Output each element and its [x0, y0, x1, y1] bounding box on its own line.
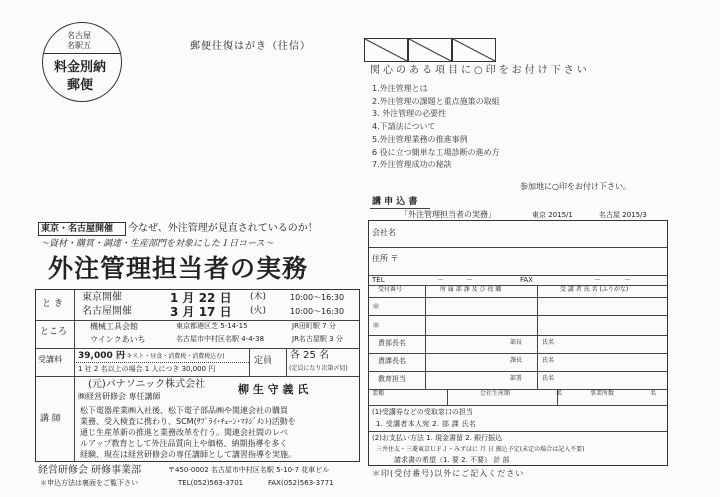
role-title: 部署 [510, 375, 523, 382]
misc-output: 会社生産額 [480, 390, 511, 397]
bio-line: 経験、現在は経営研修会の専任講師として講習指導を実施。 [80, 450, 296, 459]
interest-item: 1.外注管理とは [372, 84, 428, 93]
place-address: 東京都港区芝 5-14-15 [176, 322, 248, 330]
tel-label: TEL [372, 276, 385, 284]
banner-tag: 東京・名古屋開催 [38, 222, 126, 236]
role-name-label: 氏名 [542, 357, 555, 364]
lecturer-company: (元)パナソニック株式会社 [88, 379, 206, 390]
star-2: ＊ [372, 321, 380, 330]
role-name-label: 氏名 [542, 375, 555, 382]
form-title: 講 申 込 書 [372, 197, 418, 207]
col-dept: 所 属 部 課 及 び 役 職 [440, 286, 502, 293]
interest-item: 7.外注管理成功の秘訣 [372, 160, 452, 170]
fee-discount: 1 社 2 名以上の場合 1 人につき 30,000 円 [78, 365, 216, 373]
lecturer-org: ㈱経営研修会 専任講師 [78, 392, 161, 401]
q2: (2)お支払い方法 1. 現金書留 2. 銀行振込 [372, 434, 503, 442]
bio-line: 松下電器産業㈱入社後、松下電子部品㈱や関連会社の購買 [80, 406, 288, 415]
bio-line: 業務、受入検査に携わり、SCM(ｻﾌﾟﾗｲ･ﾁｪｰﾝ･ﾏﾈｼﾞﾒﾝﾄ)活動を [80, 417, 296, 426]
star-1: ＊ [372, 302, 380, 311]
lecturer-name: 柳 生 守 義 氏 [238, 383, 309, 396]
role-title: 部長 [510, 339, 523, 346]
postcard-label: 郵便往復はがき（往信） [190, 41, 311, 52]
bio-line: 通じ生産革新の推進と業務改革を行う。関連会社間のレベ [80, 428, 288, 437]
form-tokyo: 東京 2015/1 [532, 211, 573, 219]
postmark-fee: 料金別納 [54, 60, 107, 75]
stamp-box-2 [408, 38, 452, 62]
fee-price: 39,000 円 [78, 351, 125, 361]
tel-dash-1: － [437, 276, 444, 284]
postmark-stamp [42, 22, 122, 102]
interest-item: 4.下請法について [372, 122, 436, 132]
venue-note: 参加地に○印をお付け下さい。 [520, 182, 631, 191]
q1: (1)受講券などの受取窓口の担当 [372, 408, 473, 416]
capacity-value: 各 25 名 [290, 350, 330, 361]
postmark-office: 名古屋 [67, 31, 91, 40]
footer-org: 経営研修会 研修事業部 [38, 465, 142, 476]
banner-text: 今なぜ、外注管理が見直されているのか！ [128, 223, 318, 234]
footer-note: ＊申込方法は裏面をご覧下さい [40, 479, 138, 487]
stamp-box-1 [364, 38, 408, 62]
schedule-day: (火) [250, 306, 267, 316]
place-name: 機械工具会館 [90, 322, 138, 331]
form-nagoya: 名古屋 2015/3 [599, 211, 647, 219]
col-receipt: 受付番号 [378, 286, 403, 293]
q2-line: 三井住友・三菱東京ＵＦＪ・みずほに 月 日 振込予定(未定の場合は記入不要) [376, 446, 585, 453]
footer-address: 〒450-0002 名古屋市中村区名駅 5-10-7 花車ビル [168, 466, 330, 474]
tel-dash-2: － [466, 276, 473, 284]
interest-item: 5.外注管理業務の推進事例 [372, 134, 468, 144]
schedule-city: 名古屋開催 [82, 306, 132, 317]
postmark-office-sub: 名駅五 [67, 41, 91, 50]
misc-unit-1: 名 [556, 390, 563, 397]
role-label: 責部長名 [378, 339, 406, 347]
capacity-label: 定員 [254, 356, 273, 366]
fee-label: 受講料 [38, 355, 62, 364]
main-title: 外注管理担当者の実務 [48, 254, 309, 283]
interest-item: 6 役に立つ簡単な工場診断の進め方 [372, 147, 500, 157]
misc-unit-2: 名 [650, 390, 657, 397]
place-access: JR田町駅 7 分 [292, 322, 336, 330]
form-course: 「外注管理担当者の実務」 [400, 210, 496, 219]
interest-item: 3. 外注管理の必要性 [372, 109, 447, 119]
capacity-note: (定員になり次第〆切) [289, 365, 348, 372]
bio-line: ルアップ教育として外注品質向上や価格、納期指導を多く [80, 439, 288, 448]
address-label: 住所 〒 [372, 254, 399, 263]
stamp-box-3 [452, 38, 496, 62]
footer-fax: FAX(052)563-3771 [268, 479, 334, 487]
lecturer-label: 講 師 [40, 414, 61, 424]
role-label: 教育担当 [378, 375, 406, 383]
place-access: JR名古屋駅 3 分 [292, 335, 343, 343]
schedule-city: 東京開催 [82, 292, 122, 303]
banner-subtitle: ～資材・購買・調達・生産部門を対象にした１日コース～ [40, 239, 274, 249]
interest-title: 関心のある項目に○印をお付け下さい [370, 65, 590, 76]
schedule-date: 1 月 22 日 [170, 291, 232, 305]
place-label: ところ [40, 327, 68, 337]
col-name: 受 講 者 氏 名 (ふりがな) [560, 286, 629, 293]
fax-dash-2: － [624, 276, 631, 284]
schedule-time: 10:00～16:30 [290, 293, 345, 302]
misc-offices: 事業所数 [590, 390, 615, 397]
schedule-time: 10:00～16:30 [290, 307, 345, 316]
role-label: 責課長名 [378, 357, 406, 365]
q1-line: 1. 受講者本人宛 2. 部 課 氏名 [376, 420, 477, 428]
misc-industry: 業種 [372, 390, 385, 397]
footer-tel: TEL(052)563-3701 [178, 479, 244, 487]
fee-note: (テキスト・昼食・消費税・消費税込む) [118, 353, 225, 360]
fax-dash-1: － [594, 276, 601, 284]
schedule-date: 3 月 17 日 [170, 305, 232, 319]
interest-item: 2.外注管理の課題と重点施策の取組 [372, 96, 500, 106]
form-footnote: ＊印(受付番号)以外にご記入ください [372, 469, 525, 478]
q3: 請求書の希望（1. 要 2. 不要） 計 部 [394, 456, 510, 464]
place-address: 名古屋市中村区名駅 4-4-38 [176, 335, 265, 343]
role-title: 課長 [510, 357, 523, 364]
schedule-label: と き [42, 299, 63, 309]
postmark-mail: 郵便 [67, 78, 94, 93]
place-name: ウインクあいち [90, 335, 146, 344]
fax-label: FAX [520, 276, 533, 284]
schedule-day: (木) [250, 292, 267, 302]
company-label: 会社名 [372, 228, 396, 237]
role-name-label: 氏名 [542, 339, 555, 346]
